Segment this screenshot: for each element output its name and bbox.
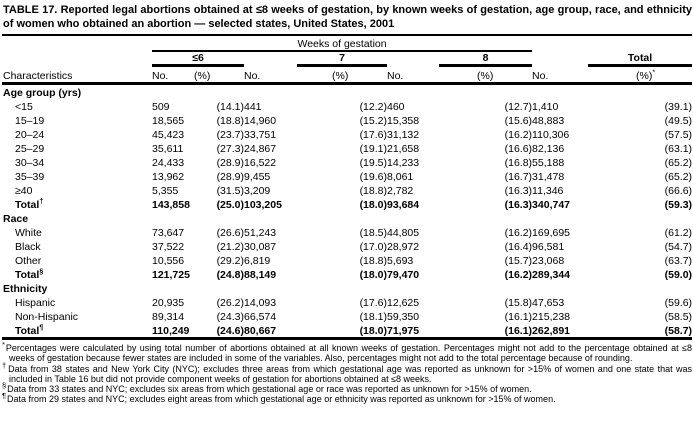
row-label: ≥40 <box>15 185 33 197</box>
count-cell: 103,205 <box>244 199 282 211</box>
weeks-of-gestation-header: Weeks of gestation <box>152 37 532 51</box>
count-cell: 3,209 <box>244 185 271 197</box>
percent-cell: (18.8) <box>359 255 387 267</box>
percent-cell: (18.0) <box>359 269 387 281</box>
count-cell: 5,355 <box>152 185 179 197</box>
percent-cell: (18.0) <box>359 325 387 337</box>
count-cell: 15,358 <box>387 115 420 127</box>
count-cell: 121,725 <box>152 269 190 281</box>
section-heading-row <box>2 84 692 100</box>
row-label: <15 <box>15 101 33 113</box>
percent-cell: (16.2) <box>504 269 533 281</box>
count-cell: 55,188 <box>532 157 565 169</box>
count-cell: 23,068 <box>532 255 565 267</box>
section-heading: Age group (yrs) <box>3 87 82 99</box>
percent-cell: (16.8) <box>504 157 533 169</box>
percent-cell: (28.9) <box>216 171 244 183</box>
count-cell: 51,243 <box>244 227 277 239</box>
footnote-text: Data from 33 states and NYC; excludes six areas from which gestational age or race was reported as unknown for >15% of women. <box>7 384 532 395</box>
percent-cell: (19.1) <box>359 143 387 155</box>
section-heading: Ethnicity <box>3 283 48 295</box>
percent-cell: (59.3) <box>664 199 693 211</box>
percent-cell: (58.7) <box>664 325 693 337</box>
characteristics-header: Characteristics <box>2 67 152 84</box>
row-label: 25–29 <box>15 143 45 155</box>
footnote-marker-pilcrow: ¶ <box>2 391 7 401</box>
percent-cell: (24.8) <box>216 269 244 281</box>
count-cell: 340,747 <box>532 199 571 211</box>
count-cell: 45,423 <box>152 129 185 141</box>
group-header-le6 <box>152 51 244 67</box>
count-cell: 5,693 <box>387 255 414 267</box>
no-header-total: No. <box>532 67 636 84</box>
footnote-text: Percentages were calculated by using total number of abortions obtained at all known weeks of gestation. Percentages might not add to the percentage obtained at ≤8 weeks of gestation because fewer states are included in some of the variables. Also, percentages might not add to the total percentage because of rounding. <box>5 343 692 364</box>
section-heading: Race <box>3 213 29 225</box>
percent-cell: (59.0) <box>664 269 693 281</box>
percent-cell: (16.3) <box>504 185 533 197</box>
count-cell: 18,565 <box>152 115 185 127</box>
footnote-percentages <box>2 340 692 364</box>
percent-cell: (21.2) <box>216 241 244 253</box>
count-cell: 6,819 <box>244 255 271 267</box>
row-label: White <box>15 227 42 239</box>
count-cell: 14,093 <box>244 297 277 309</box>
percent-cell: (65.2) <box>664 157 693 169</box>
section-heading-row <box>2 211 692 225</box>
count-cell: 11,346 <box>532 185 564 197</box>
count-cell: 31,478 <box>532 171 565 183</box>
count-cell: 48,883 <box>532 115 565 127</box>
row-label: Non-Hispanic <box>15 311 79 323</box>
percent-cell: (17.6) <box>359 129 387 141</box>
percent-cell: (18.8) <box>359 185 387 197</box>
count-cell: 24,867 <box>244 143 277 155</box>
count-cell: 14,233 <box>387 157 420 169</box>
percent-cell: (63.7) <box>664 255 693 267</box>
row-label: Total¶ <box>15 324 44 337</box>
row-label: Black <box>15 241 41 253</box>
footnote-marker: † <box>39 198 44 206</box>
percent-cell: (29.2) <box>216 255 244 267</box>
percent-cell: (39.1) <box>664 101 693 113</box>
count-cell: 14,960 <box>244 115 277 127</box>
percent-cell: (28.9) <box>216 157 244 169</box>
table-row <box>2 197 692 211</box>
percent-cell: (16.7) <box>504 171 533 183</box>
percent-cell: (63.1) <box>664 143 693 155</box>
count-cell: 262,891 <box>532 325 571 337</box>
footnote-marker-section: § <box>2 381 7 391</box>
table-row <box>2 141 692 155</box>
percent-cell: (18.8) <box>216 115 244 127</box>
count-cell: 37,522 <box>152 241 185 253</box>
footnote-dagger <box>2 360 692 385</box>
percent-cell: (17.0) <box>359 241 387 253</box>
percent-cell: (65.2) <box>664 171 693 183</box>
column-header-row <box>2 67 692 84</box>
count-cell: 33,751 <box>244 129 277 141</box>
row-label: Hispanic <box>15 297 56 309</box>
footnote-marker: ¶ <box>39 324 44 332</box>
table-title: TABLE 17. Reported legal abortions obtained at ≤8 weeks of gestation, by known weeks of gestation, age group, race, and ethnicity of women who obtained an abortion — selected states, United States, 2001 <box>2 3 692 36</box>
count-cell: 44,805 <box>387 227 420 239</box>
percent-cell: (26.6) <box>216 227 244 239</box>
count-cell: 460 <box>387 101 405 113</box>
count-cell: 509 <box>152 101 170 113</box>
spacer-cell <box>2 51 152 67</box>
percent-cell: (59.6) <box>664 297 693 309</box>
percent-cell: (16.2) <box>504 129 533 141</box>
footnotes-block <box>2 340 692 405</box>
footnote-section <box>2 381 692 395</box>
group-header-8 <box>387 51 532 67</box>
table-row <box>2 239 692 253</box>
spacer-cell <box>2 37 152 51</box>
percent-cell: (27.3) <box>216 143 244 155</box>
count-cell: 16,522 <box>244 157 277 169</box>
percent-cell: (15.7) <box>504 255 533 267</box>
count-cell: 441 <box>244 101 262 113</box>
count-cell: 143,858 <box>152 199 190 211</box>
no-header-7: No. <box>244 67 332 84</box>
percent-cell: (18.0) <box>359 199 387 211</box>
count-cell: 12,625 <box>387 297 420 309</box>
table-row <box>2 183 692 197</box>
section-heading-row <box>2 281 692 295</box>
count-cell: 21,658 <box>387 143 420 155</box>
count-cell: 110,306 <box>532 129 570 141</box>
percent-cell: (15.6) <box>504 115 533 127</box>
footnote-pilcrow <box>2 391 692 405</box>
table-row <box>2 155 692 169</box>
count-cell: 13,962 <box>152 171 185 183</box>
percent-cell: (49.5) <box>664 115 693 127</box>
table-row <box>2 295 692 309</box>
percent-cell: (16.4) <box>504 241 533 253</box>
pct-header-le6: (%) <box>194 67 244 84</box>
count-cell: 10,556 <box>152 255 185 267</box>
percent-cell: (19.5) <box>359 157 387 169</box>
row-label: Total§ <box>15 268 44 281</box>
group-label-le6: ≤6 <box>152 52 244 67</box>
row-label: 15–19 <box>15 115 45 127</box>
count-cell: 24,433 <box>152 157 185 169</box>
percent-cell: (66.6) <box>664 185 693 197</box>
table-row <box>2 225 692 239</box>
table-row <box>2 253 692 267</box>
count-cell: 71,975 <box>387 325 420 337</box>
percent-cell: (15.2) <box>359 115 387 127</box>
table-row <box>2 127 692 141</box>
count-cell: 96,581 <box>532 241 565 253</box>
footnote-marker-dagger: † <box>2 360 8 370</box>
footnote-marker: § <box>39 268 44 276</box>
percent-cell: (61.2) <box>664 227 693 239</box>
percent-cell: (24.6) <box>216 325 244 337</box>
percent-cell: (17.6) <box>359 297 387 309</box>
percent-cell: (31.5) <box>216 185 244 197</box>
table-row <box>2 99 692 113</box>
count-cell: 215,238 <box>532 311 571 323</box>
count-cell: 8,061 <box>387 171 414 183</box>
group-label-total: Total <box>588 52 692 67</box>
count-cell: 35,611 <box>152 143 184 155</box>
percent-cell: (18.5) <box>359 227 387 239</box>
percent-cell: (16.1) <box>504 311 533 323</box>
spacer-cell <box>532 37 692 51</box>
percent-cell: (16.1) <box>504 325 533 337</box>
count-cell: 82,136 <box>532 143 565 155</box>
footnote-marker-asterisk: * <box>2 340 5 349</box>
percent-cell: (57.5) <box>664 129 693 141</box>
count-cell: 80,667 <box>244 325 277 337</box>
percent-cell: (25.0) <box>216 199 244 211</box>
percent-cell: (14.1) <box>216 101 244 113</box>
table-row <box>2 113 692 127</box>
group-header-total <box>532 51 692 67</box>
weeks-span-row <box>2 37 692 51</box>
table-row <box>2 169 692 183</box>
percent-cell: (58.5) <box>664 311 693 323</box>
table-row <box>2 267 692 281</box>
percent-cell: (24.3) <box>216 311 244 323</box>
count-cell: 93,684 <box>387 199 420 211</box>
count-cell: 289,344 <box>532 269 571 281</box>
count-cell: 9,455 <box>244 171 271 183</box>
count-cell: 2,782 <box>387 185 414 197</box>
count-cell: 20,935 <box>152 297 185 309</box>
row-label: Total† <box>15 198 44 211</box>
row-label: 30–34 <box>15 157 45 169</box>
count-cell: 79,470 <box>387 269 420 281</box>
pct-header-7: (%) <box>332 67 387 84</box>
count-cell: 31,132 <box>387 129 420 141</box>
no-header-le6: No. <box>152 67 194 84</box>
percent-cell: (16.2) <box>504 227 533 239</box>
pct-header-total: (%)* <box>636 67 692 84</box>
no-header-8: No. <box>387 67 477 84</box>
table-row <box>2 309 692 323</box>
group-header-row <box>2 51 692 67</box>
row-label: Other <box>15 255 42 267</box>
count-cell: 169,695 <box>532 227 571 239</box>
count-cell: 110,249 <box>152 325 190 337</box>
percent-cell: (12.2) <box>359 101 387 113</box>
gestation-table <box>2 37 692 340</box>
count-cell: 66,574 <box>244 311 277 323</box>
count-cell: 1,410 <box>532 101 559 113</box>
footnote-text: Data from 29 states and NYC; excludes eight areas from which gestational age or ethnicity was reported as unknown for >15% of women. <box>7 394 556 405</box>
group-label-7: 7 <box>297 52 387 67</box>
footnote-marker-asterisk: * <box>652 69 656 77</box>
percent-cell: (15.8) <box>504 297 533 309</box>
percent-cell: (23.7) <box>216 129 244 141</box>
percent-cell: (54.7) <box>664 241 693 253</box>
count-cell: 28,972 <box>387 241 420 253</box>
percent-cell: (26.2) <box>216 297 244 309</box>
pct-header-8: (%) <box>477 67 532 84</box>
row-label: 35–39 <box>15 171 45 183</box>
count-cell: 30,087 <box>244 241 277 253</box>
percent-cell: (16.6) <box>504 143 533 155</box>
group-header-7 <box>244 51 387 67</box>
footnote-text: Data from 38 states and New York City (NYC); excludes three areas from which gestational age was reported as unknown for >15% of women and one state that was included in Table 16 but did not provide component weeks of gestation for abortions obtained at ≤8 weeks. <box>8 363 692 384</box>
count-cell: 73,647 <box>152 227 185 239</box>
percent-cell: (18.1) <box>359 311 387 323</box>
count-cell: 89,314 <box>152 311 185 323</box>
count-cell: 59,350 <box>387 311 420 323</box>
percent-cell: (16.3) <box>504 199 533 211</box>
group-label-8: 8 <box>439 52 532 67</box>
table-body <box>2 84 692 339</box>
table-header <box>2 37 692 84</box>
count-cell: 47,653 <box>532 297 565 309</box>
table-row <box>2 323 692 339</box>
count-cell: 88,149 <box>244 269 277 281</box>
percent-cell: (12.7) <box>504 101 533 113</box>
percent-cell: (19.6) <box>359 171 387 183</box>
row-label: 20–24 <box>15 129 45 141</box>
